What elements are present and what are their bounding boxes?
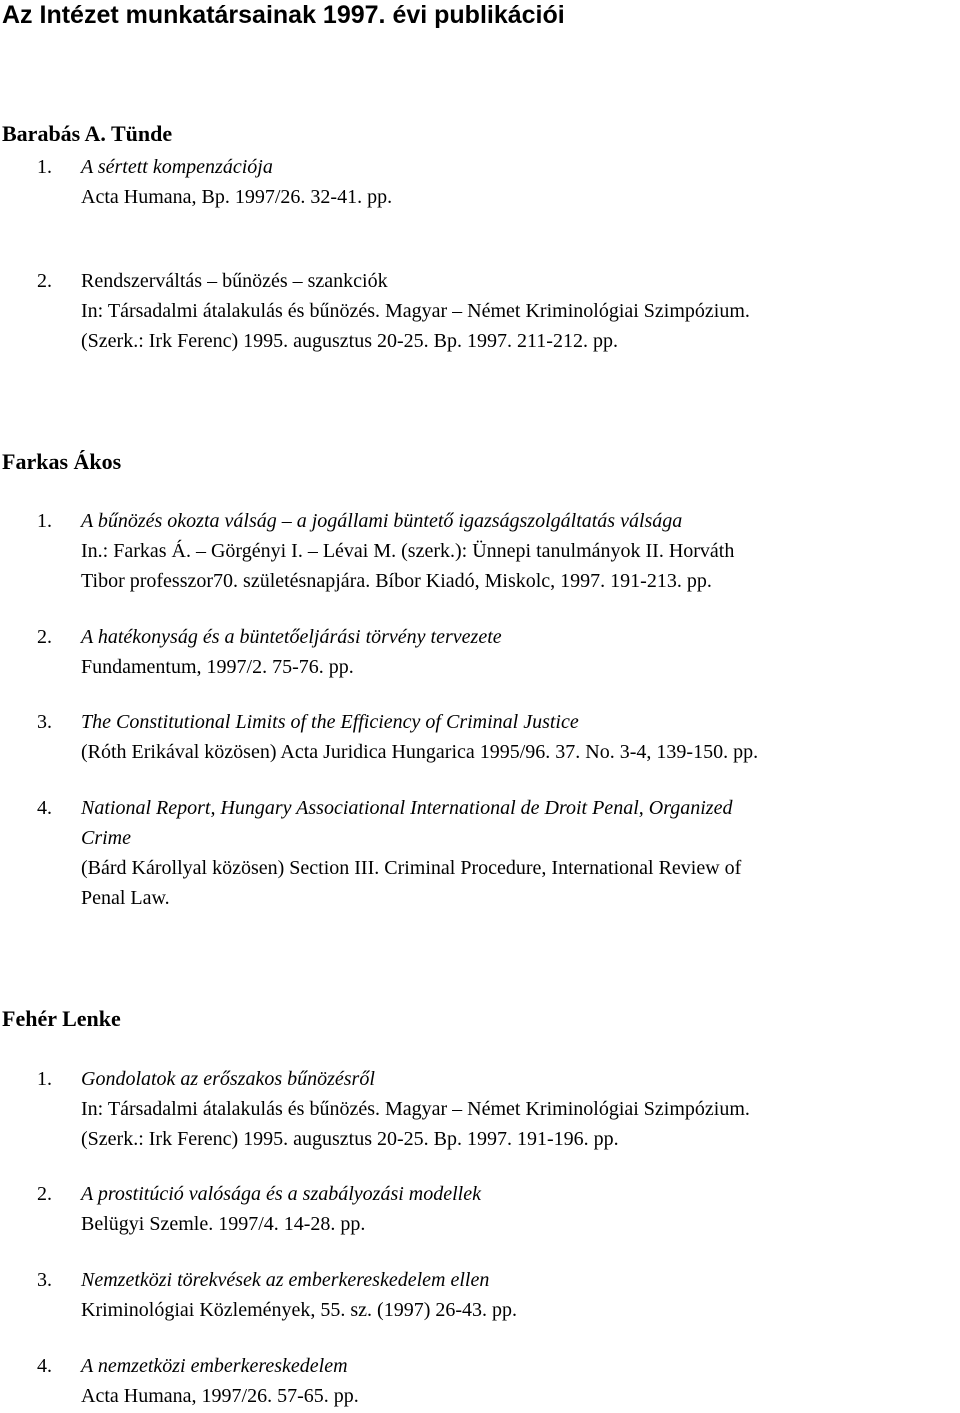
- publication-detail: (Szerk.: Irk Ferenc) 1995. augusztus 20-25. Bp. 1997. 211-212. pp.: [81, 330, 618, 352]
- publication-detail: Kriminológiai Közlemények, 55. sz. (1997) 26-43. pp.: [81, 1299, 518, 1321]
- author-name: Fehér Lenke: [2, 1006, 121, 1031]
- publication-title: Rendszerváltás – bűnözés – szankciók: [81, 270, 388, 292]
- publication-entry: [37, 1064, 957, 1154]
- publication-title: Crime: [81, 827, 131, 849]
- publication-detail: Penal Law.: [81, 887, 170, 909]
- author-name: Farkas Ákos: [2, 449, 122, 474]
- publication-detail: Acta Humana, Bp. 1997/26. 32-41. pp.: [81, 186, 393, 208]
- publication-entry: [37, 152, 957, 212]
- publication-detail: Fundamentum, 1997/2. 75-76. pp.: [81, 656, 354, 678]
- publication-number: 1.: [37, 510, 52, 532]
- publication-title: A bűnözés okozta válság – a jogállami büntető igazságszolgáltatás válsága: [81, 510, 683, 532]
- publication-entry: [37, 1265, 957, 1325]
- page-title: Az Intézet munkatársainak 1997. évi publikációi: [2, 1, 565, 29]
- publication-title: A hatékonyság és a büntetőeljárási törvény tervezete: [81, 626, 502, 648]
- publication-title: Nemzetközi törekvések az emberkereskedelem ellen: [81, 1269, 490, 1291]
- publication-detail: In: Társadalmi átalakulás és bűnözés. Magyar – Német Kriminológiai Szimpózium.: [81, 300, 750, 322]
- publication-title: A nemzetközi emberkereskedelem: [81, 1355, 348, 1377]
- publication-title: A prostitúció valósága és a szabályozási modellek: [81, 1183, 481, 1205]
- publication-number: 2.: [37, 1183, 52, 1205]
- publication-title: A sértett kompenzációja: [81, 156, 273, 178]
- publication-detail: In.: Farkas Á. – Görgényi I. – Lévai M. (szerk.): Ünnepi tanulmányok II. Horváth: [81, 540, 735, 562]
- publication-number: 2.: [37, 270, 52, 292]
- publication-detail: (Bárd Károllyal közösen) Section III. Criminal Procedure, International Review of: [81, 857, 742, 879]
- publication-entry: [37, 506, 957, 596]
- publication-number: 4.: [37, 797, 52, 819]
- publication-number: 2.: [37, 626, 52, 648]
- publication-detail: Belügyi Szemle. 1997/4. 14-28. pp.: [81, 1213, 366, 1235]
- publication-entry: [37, 707, 957, 767]
- publication-entry: [37, 266, 957, 356]
- publication-number: 4.: [37, 1355, 52, 1377]
- publication-detail: Acta Humana, 1997/26. 57-65. pp.: [81, 1385, 359, 1407]
- publication-detail: (Szerk.: Irk Ferenc) 1995. augusztus 20-25. Bp. 1997. 191-196. pp.: [81, 1128, 619, 1150]
- publication-number: 3.: [37, 711, 52, 733]
- author-name: Barabás A. Tünde: [2, 121, 173, 146]
- publication-entry: [37, 1179, 957, 1239]
- publication-entry: [37, 793, 957, 913]
- publication-detail: (Róth Erikával közösen) Acta Juridica Hungarica 1995/96. 37. No. 3-4, 139-150. pp.: [81, 741, 759, 763]
- publication-entry: [37, 622, 957, 682]
- publication-entry: [37, 1351, 957, 1411]
- publication-detail: Tibor professzor70. születésnapjára. Bíbor Kiadó, Miskolc, 1997. 191-213. pp.: [81, 570, 712, 592]
- publication-number: 1.: [37, 156, 52, 178]
- publication-detail: In: Társadalmi átalakulás és bűnözés. Magyar – Német Kriminológiai Szimpózium.: [81, 1098, 750, 1120]
- publication-title: Gondolatok az erőszakos bűnözésről: [81, 1068, 375, 1090]
- publication-number: 3.: [37, 1269, 52, 1291]
- publication-number: 1.: [37, 1068, 52, 1090]
- publication-title: National Report, Hungary Associational International de Droit Penal, Organized: [81, 797, 733, 819]
- publication-title: The Constitutional Limits of the Efficiency of Criminal Justice: [81, 711, 579, 733]
